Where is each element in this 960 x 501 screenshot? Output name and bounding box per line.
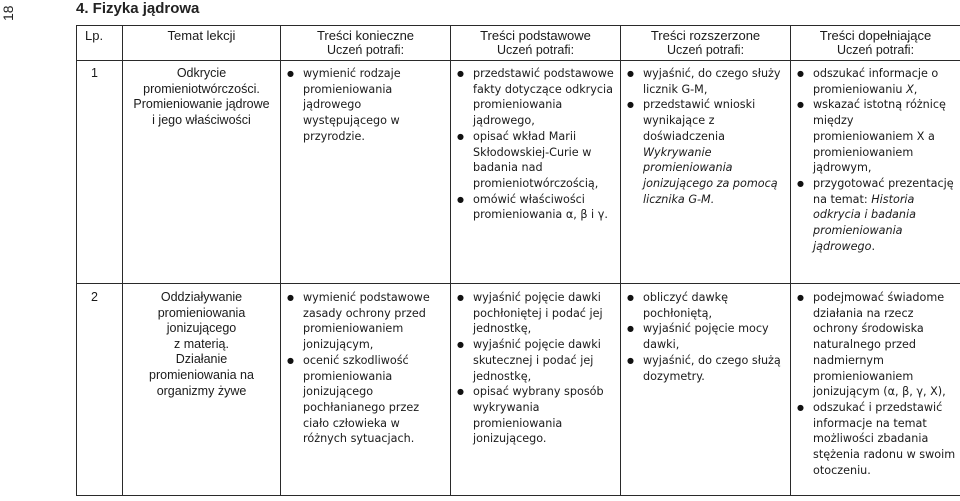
header-topic: Temat lekcji: [123, 26, 281, 61]
list-item: ● wyjaśnić pojęcie mocy dawki,: [627, 321, 786, 352]
essential-content: [281, 61, 451, 284]
list-item: ● opisać wybrany sposób wykrywania promieniowania jonizującego.: [457, 384, 616, 447]
list-item: ● obliczyć dawkę pochłoniętą,: [627, 290, 786, 321]
list-item-text: ,: [913, 82, 918, 96]
topic-line: jonizującego: [166, 321, 237, 336]
table-header-row: [77, 26, 960, 61]
supplementary-content: [791, 61, 960, 284]
list-item-italic: X: [906, 82, 914, 96]
list-item: ● podejmować świadome działania na rzecz ochrony środowiska naturalnego przed nadmiernym promieniowaniem jonizującym (α, β, γ, X),: [797, 290, 956, 400]
topic-line: Promieniowanie jądrowe: [133, 97, 270, 112]
section-title: 4. Fizyka jądrowa: [76, 0, 200, 17]
list-item: ● opisać wkład Marii Skłodowskiej-Curie w badania nad promieniotwórczością,: [457, 129, 616, 192]
row-number: 2: [77, 284, 123, 496]
table-row: [77, 284, 960, 496]
basic-content: [451, 61, 621, 284]
list-item: ● wyjaśnić pojęcie dawki pochłoniętej i podać jej jednostkę,: [457, 290, 616, 337]
topic-line: promieniotwórczości.: [143, 81, 260, 96]
topic-line: organizmy żywe: [156, 383, 247, 398]
header-extended-title: Treści rozszerzone: [650, 28, 761, 43]
header-extended-sub: Uczeń potrafi:: [666, 43, 745, 57]
list-item: ● omówić właściwości promieniowania α, β i γ.: [457, 192, 616, 223]
topic-line: Oddziaływanie: [160, 290, 243, 304]
list-item: ● wymienić rodzaje promieniowania jądrowego występującego w przyrodzie.: [287, 66, 446, 145]
lesson-topic: [123, 284, 281, 496]
list-item: ● odszukać i przedstawić informacje na temat możliwości zbadania stężenia radonu w swoim otoczeniu.: [797, 400, 956, 479]
list-item-text: .: [871, 239, 876, 253]
extended-content: [621, 61, 791, 284]
table-row: [77, 61, 960, 284]
row-number: 1: [77, 61, 123, 284]
topic-line: i jego właściwości: [152, 112, 251, 127]
page-number: 18: [0, 5, 16, 21]
list-item-italic: Historia odkrycia i badania promieniowania jądrowego: [813, 192, 916, 253]
list-item-italic: Wykrywanie promieniowania jonizującego za pomocą licznika G-M.: [643, 145, 778, 206]
header-basic: [451, 26, 621, 61]
lesson-topic: [123, 61, 281, 284]
list-item: ● wyjaśnić, do czego służą dozymetry.: [627, 353, 786, 384]
list-item: [797, 176, 956, 255]
header-extended: [621, 26, 791, 61]
list-item: ● wskazać istotną różnicę między promieniowaniem X a promieniowaniem jądrowym,: [797, 97, 956, 176]
list-item: ● ocenić szkodliwość promieniowania jonizującego pochłanianego przez ciało człowieka w różnych sytuacjach.: [287, 353, 446, 447]
topic-line: Odkrycie: [176, 66, 227, 80]
topic-line: promieniowania na: [149, 367, 254, 382]
topic-line: z materią.: [174, 336, 229, 351]
extended-content: [621, 284, 791, 496]
list-item: ● wyjaśnić, do czego służy licznik G-M,: [627, 66, 786, 97]
header-basic-title: Treści podstawowe: [480, 28, 591, 43]
list-item-text: przygotować prezentację na temat:: [813, 176, 954, 206]
list-item: ● wyjaśnić pojęcie dawki skutecznej i podać jej jednostkę,: [457, 337, 616, 384]
header-supplementary-sub: Uczeń potrafi:: [836, 43, 915, 57]
curriculum-table: [76, 25, 960, 496]
topic-line: promieniowania: [157, 305, 246, 320]
topic-line: Działanie: [175, 352, 228, 367]
header-essential-title: Treści konieczne: [316, 28, 415, 43]
header-supplementary-title: Treści dopełniające: [819, 28, 932, 43]
header-essential-sub: Uczeń potrafi:: [326, 43, 405, 57]
list-item: [627, 97, 786, 207]
basic-content: [451, 284, 621, 496]
list-item: [797, 66, 956, 97]
header-supplementary: [791, 26, 960, 61]
list-item-text: odszukać informacje o promieniowaniu: [813, 67, 939, 96]
header-lp: Lp.: [77, 26, 123, 61]
list-item: ● wymienić podstawowe zasady ochrony przed promieniowaniem jonizującym,: [287, 290, 446, 353]
header-basic-sub: Uczeń potrafi:: [496, 43, 575, 57]
list-item: ● przedstawić podstawowe fakty dotyczące odkrycia promieniowania jądrowego,: [457, 66, 616, 129]
supplementary-content: [791, 284, 960, 496]
list-item-text: przedstawić wnioski wynikające z doświadczenia: [643, 98, 756, 143]
header-essential: [281, 26, 451, 61]
essential-content: [281, 284, 451, 496]
